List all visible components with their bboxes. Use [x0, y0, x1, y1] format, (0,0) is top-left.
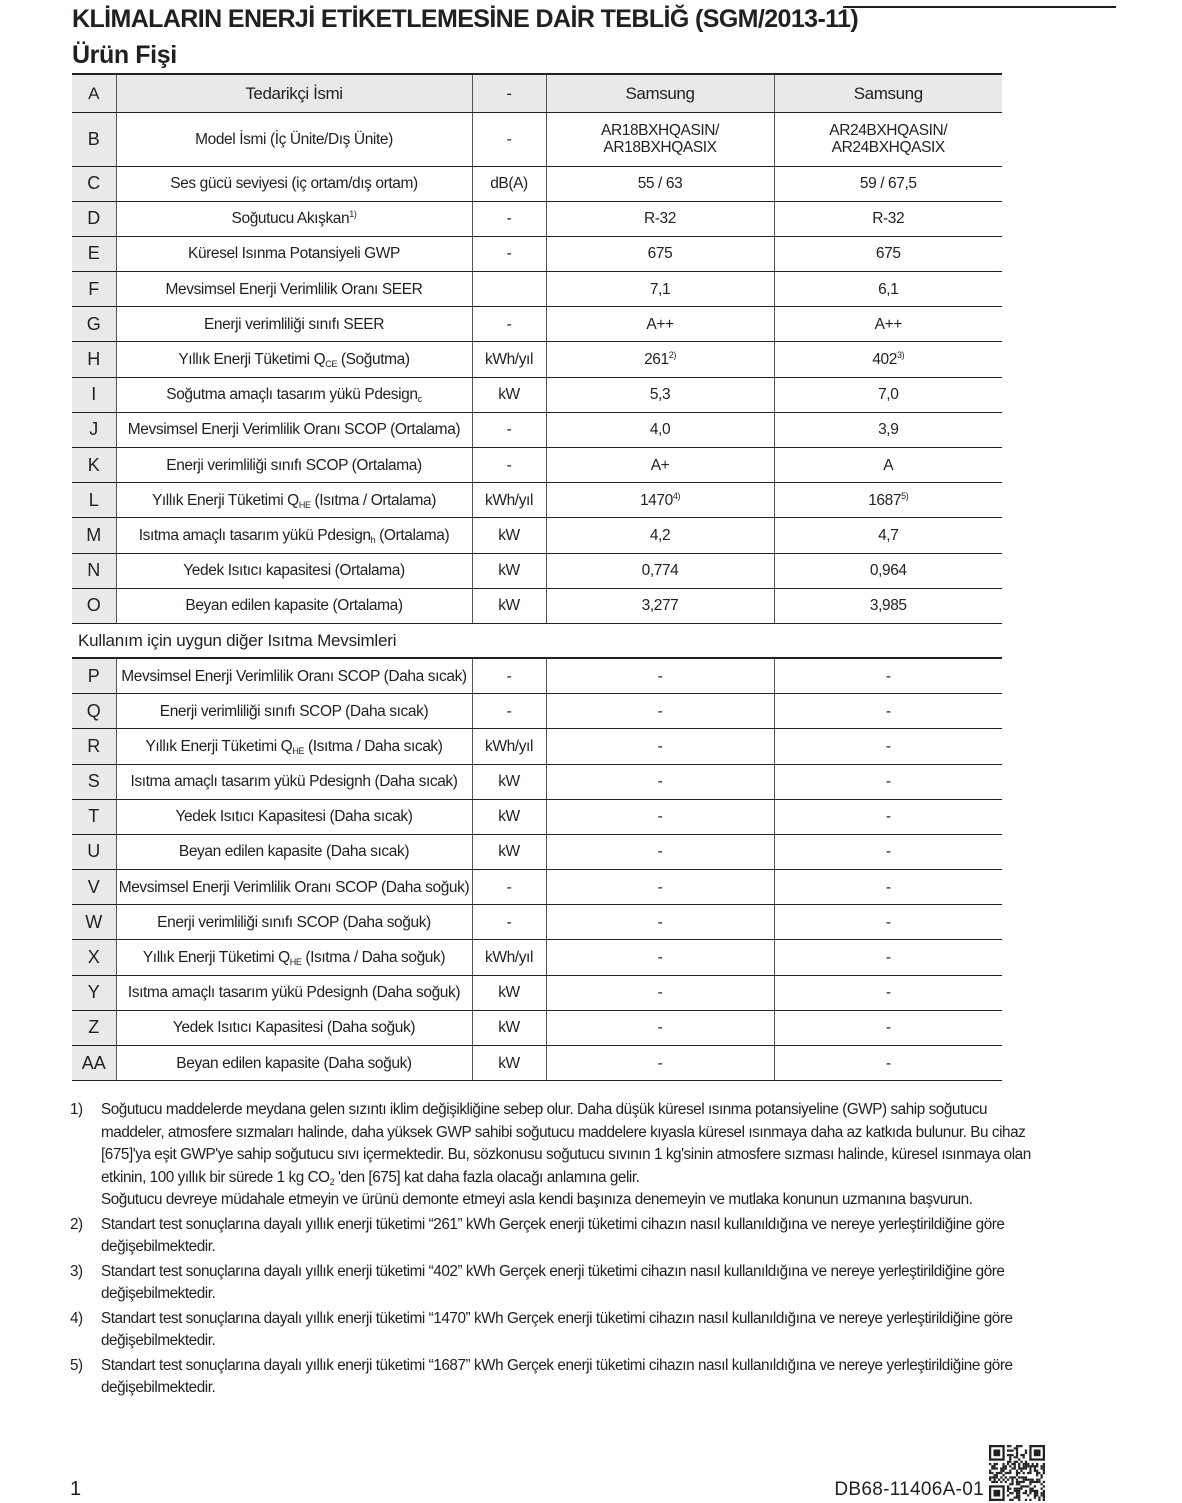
table-row [72, 729, 1002, 764]
label-text: Ses gücü seviyesi (iç ortam/dış ortam) [170, 175, 418, 193]
table-row [72, 905, 1002, 940]
value-text: - [657, 1054, 663, 1072]
footnote-text [101, 1099, 1050, 1212]
table-row [72, 377, 1002, 412]
row-code: E [72, 236, 116, 271]
table-row [72, 975, 1002, 1010]
row-code: F [72, 272, 116, 307]
page-title: KLİMALARIN ENERJİ ETİKETLEMESİNE DAİR TEBLİĞ (SGM/2013-11) [72, 5, 859, 33]
footnote-text-part: Soğutucu maddelerde meydana gelen sızıntı iklim değişikliğine sebep olur. Daha düşük küresel ısınma potansiyeline (GWP) sahip soğutucu maddeler, atmosfere sızmaları halinde, daha yüksek GWP sahibi soğutucu maddelere kıyasla küresel ısınmaya daha az katkıda bulunur. Bu cihaz [675]'ya eşit GWP'ye sahip soğutucu sıvı içermektedir. Bu, sözkonusu soğutucu sıvının 1 kg'sinin atmosfere sızması halinde, küresel ısınmaya olan etkinin, 100 yıllık bir sürede 1 kg CO [101, 1101, 1031, 1186]
value-text: A+ [650, 456, 670, 474]
table-row [72, 799, 1002, 834]
value-text: - [657, 949, 663, 967]
label-text: (Soğutma) [336, 351, 410, 369]
row-value-model-2 [774, 694, 1002, 729]
row-value-model-1 [546, 729, 774, 764]
row-value-model-1 [546, 412, 774, 447]
row-code: Q [72, 694, 116, 729]
row-unit: - [472, 74, 546, 112]
label-text: Enerji verimliliği sınıfı SCOP (Ortalama) [166, 456, 422, 474]
row-label [116, 1010, 472, 1045]
table-row [72, 658, 1002, 693]
table-row [72, 112, 1002, 166]
label-text: Mevsimsel Enerji Verimlilik Oranı SCOP (Ortalama) [127, 421, 461, 439]
row-unit: - [472, 905, 546, 940]
value-text: 4,2 [649, 526, 671, 544]
row-label [116, 518, 472, 553]
footnote-text: Standart test sonuçlarına dayalı yıllık enerji tüketimi “261” kWh Gerçek enerji tüketimi cihazın nasıl kullanıldığına ve nereye yerleştirildiğine göre değişebilmektedir. [101, 1215, 1005, 1255]
section-heading-row [72, 623, 1002, 658]
row-label [116, 483, 472, 518]
value-text: 5,3 [649, 386, 671, 404]
value-text: - [885, 737, 891, 755]
row-value-model-1 [546, 975, 774, 1010]
row-value-model-2 [774, 166, 1002, 201]
table-row [72, 448, 1002, 483]
value-text: 1470 [639, 491, 673, 509]
footnote-subscript: 2 [329, 1176, 335, 1187]
qr-code-icon [989, 1445, 1045, 1501]
row-label [116, 272, 472, 307]
row-label [116, 74, 472, 112]
label-text: Yıllık Enerji Tüketimi Q [142, 949, 290, 967]
row-code: T [72, 799, 116, 834]
label-text: Yedek Isıtıcı kapasitesi (Ortalama) [183, 562, 405, 580]
row-code: I [72, 377, 116, 412]
row-value-model-2 [774, 588, 1002, 623]
row-label [116, 940, 472, 975]
label-text: Yıllık Enerji Tüketimi Q [145, 737, 293, 755]
row-value-model-1 [546, 483, 774, 518]
table-row [72, 272, 1002, 307]
row-value-model-2 [774, 799, 1002, 834]
row-value-model-1 [546, 1046, 774, 1081]
label-text: Yedek Isıtıcı Kapasitesi (Daha sıcak) [175, 808, 413, 826]
row-unit: - [472, 658, 546, 693]
value-text: - [657, 984, 663, 1002]
value-text: 3,9 [878, 421, 899, 439]
row-unit: dB(A) [472, 166, 546, 201]
row-code: N [72, 553, 116, 588]
row-label [116, 729, 472, 764]
row-value-model-2 [774, 729, 1002, 764]
row-code: W [72, 905, 116, 940]
table-row [72, 870, 1002, 905]
row-code: G [72, 307, 116, 342]
row-value-model-1 [546, 799, 774, 834]
label-text: (Ortalama) [375, 526, 450, 544]
label-subscript: HE [289, 957, 302, 968]
value-text: - [657, 808, 663, 826]
row-unit: kW [472, 1010, 546, 1045]
row-unit [472, 272, 546, 307]
label-text: Soğutma amaçlı tasarım yükü Pdesign [166, 386, 418, 404]
value-text: Samsung [625, 83, 695, 103]
row-unit: kWh/yıl [472, 729, 546, 764]
row-value-model-1 [546, 307, 774, 342]
value-text: 402 [872, 351, 897, 369]
row-unit: - [472, 236, 546, 271]
label-subscript: HE [298, 499, 311, 510]
row-label [116, 236, 472, 271]
footnote-number: 3) [70, 1262, 83, 1280]
row-label [116, 834, 472, 869]
value-text: 4,0 [649, 421, 671, 439]
row-code: AA [72, 1046, 116, 1081]
value-text: - [885, 913, 891, 931]
row-label [116, 658, 472, 693]
row-unit: - [472, 201, 546, 236]
row-value-model-2 [774, 905, 1002, 940]
row-code: J [72, 412, 116, 447]
row-value-model-1 [546, 272, 774, 307]
row-label [116, 377, 472, 412]
row-code: S [72, 764, 116, 799]
footnote-3 [70, 1261, 1050, 1306]
page-subtitle: Ürün Fişi [72, 41, 177, 69]
row-label [116, 412, 472, 447]
label-text: Enerji verimliliği sınıfı SCOP (Daha sıcak) [159, 702, 429, 720]
value-text: 59 / 67,5 [859, 175, 917, 193]
table-row [72, 236, 1002, 271]
row-value-model-2 [774, 483, 1002, 518]
row-label [116, 905, 472, 940]
table-row [72, 1010, 1002, 1045]
label-text: (Isıtma / Daha sıcak) [304, 737, 443, 755]
footnote-number: 1) [70, 1101, 83, 1118]
title-rule [843, 6, 1116, 8]
row-code: R [72, 729, 116, 764]
row-unit: kW [472, 1046, 546, 1081]
value-text: 3,277 [641, 597, 679, 615]
value-text: 0,774 [641, 562, 679, 580]
value-line: AR24BXHQASIN/ [829, 122, 948, 139]
footnote-number: 4) [70, 1309, 83, 1327]
table-row [72, 307, 1002, 342]
footnote-4 [70, 1308, 1050, 1353]
page-number: 1 [70, 1478, 82, 1500]
value-text: - [885, 702, 891, 720]
value-footnote-ref: 3) [896, 350, 905, 361]
value-text: - [657, 1019, 663, 1037]
row-label [116, 448, 472, 483]
row-value-model-2 [774, 307, 1002, 342]
row-unit: - [472, 448, 546, 483]
value-text: - [885, 984, 891, 1002]
row-unit: - [472, 694, 546, 729]
row-unit: - [472, 112, 546, 166]
value-text: - [657, 667, 663, 685]
row-value-model-1 [546, 342, 774, 377]
label-text: Yıllık Enerji Tüketimi Q [151, 491, 299, 509]
row-code: A [72, 74, 116, 112]
table-row [72, 518, 1002, 553]
value-text: 7,0 [878, 386, 899, 404]
row-value-model-2 [774, 112, 1002, 166]
value-text: - [885, 1019, 891, 1037]
label-text: Küresel Isınma Potansiyeli GWP [188, 245, 400, 263]
label-text: Beyan edilen kapasite (Daha sıcak) [178, 843, 410, 861]
row-value-model-2 [774, 553, 1002, 588]
row-code: P [72, 658, 116, 693]
row-value-model-1 [546, 870, 774, 905]
label-subscript: HE [292, 745, 305, 756]
table-row [72, 166, 1002, 201]
row-unit: kW [472, 799, 546, 834]
row-unit: - [472, 870, 546, 905]
row-label [116, 201, 472, 236]
row-value-model-2 [774, 834, 1002, 869]
row-value-model-2 [774, 236, 1002, 271]
value-text: R-32 [644, 210, 676, 228]
row-value-model-2 [774, 1046, 1002, 1081]
label-subscript: c [417, 394, 422, 405]
row-value-model-1 [546, 166, 774, 201]
footnote-warning: Soğutucu devreye müdahale etmeyin ve ürünü demonte etmeyi asla kendi başınıza denemeyin ve mutlaka konunun uzmanına başvurun. [101, 1191, 973, 1208]
row-unit: kW [472, 377, 546, 412]
row-value-model-1 [546, 201, 774, 236]
label-footnote-ref: 1) [349, 209, 357, 220]
value-text: - [657, 737, 663, 755]
label-text: Mevsimsel Enerji Verimlilik Oranı SCOP (Daha soğuk) [118, 878, 470, 896]
label-text: Model İsmi (İç Ünite/Dış Ünite) [195, 130, 393, 148]
row-value-model-1 [546, 74, 774, 112]
table-row [72, 1046, 1002, 1081]
footnote-text: Standart test sonuçlarına dayalı yıllık enerji tüketimi “1470” kWh Gerçek enerji tüketimi cihazın nasıl kullanıldığına ve nereye yerleştirildiğine göre değişebilmektedir. [101, 1309, 1013, 1349]
row-label [116, 799, 472, 834]
row-code: M [72, 518, 116, 553]
label-text: Tedarikçi İsmi [245, 83, 343, 103]
table-row [72, 940, 1002, 975]
row-value-model-2 [774, 658, 1002, 693]
row-label [116, 588, 472, 623]
row-value-model-1 [546, 905, 774, 940]
value-text: - [885, 878, 891, 896]
row-code: H [72, 342, 116, 377]
row-code: Y [72, 975, 116, 1010]
label-text: Yıllık Enerji Tüketimi Q [178, 351, 326, 369]
value-text: - [885, 949, 891, 967]
value-text: - [657, 913, 663, 931]
row-value-model-2 [774, 448, 1002, 483]
label-text: Beyan edilen kapasite (Daha soğuk) [176, 1054, 412, 1072]
table-row [72, 74, 1002, 112]
label-text: Soğutucu Akışkan [231, 210, 350, 228]
value-footnote-ref: 5) [901, 490, 909, 501]
row-value-model-2 [774, 74, 1002, 112]
footnote-text: Standart test sonuçlarına dayalı yıllık enerji tüketimi “1687” kWh Gerçek enerji tüketimi cihazın nasıl kullanıldığına ve nereye yerleştirildiğine göre değişebilmektedir. [101, 1356, 1013, 1396]
value-text: 675 [875, 245, 901, 263]
row-value-model-1 [546, 448, 774, 483]
label-subscript: h [370, 534, 376, 545]
value-text: 4,7 [878, 526, 899, 544]
label-text: Isıtma amaçlı tasarım yükü Pdesignh (Daha soğuk) [127, 984, 461, 1002]
value-text: 55 / 63 [637, 175, 683, 193]
value-line: AR24BXHQASIX [831, 139, 945, 156]
label-text: Beyan edilen kapasite (Ortalama) [185, 597, 403, 615]
row-unit: kW [472, 834, 546, 869]
row-value-model-1 [546, 518, 774, 553]
row-value-model-2 [774, 1010, 1002, 1045]
value-text: 675 [647, 245, 673, 263]
row-label [116, 870, 472, 905]
value-footnote-ref: 4) [672, 490, 681, 501]
label-text: Enerji verimliliği sınıfı SEER [203, 315, 385, 333]
row-code: U [72, 834, 116, 869]
table-row [72, 764, 1002, 799]
row-value-model-1 [546, 236, 774, 271]
row-code: X [72, 940, 116, 975]
label-text: (Isıtma / Ortalama) [310, 491, 437, 509]
value-text: - [885, 667, 891, 685]
row-unit: kW [472, 764, 546, 799]
row-value-model-2 [774, 518, 1002, 553]
value-line: AR18BXHQASIX [603, 139, 717, 156]
row-value-model-2 [774, 342, 1002, 377]
row-label [116, 112, 472, 166]
row-unit: kW [472, 553, 546, 588]
row-label [116, 975, 472, 1010]
row-unit: kW [472, 588, 546, 623]
row-value-model-1 [546, 112, 774, 166]
row-unit: kW [472, 518, 546, 553]
value-text: 6,1 [878, 280, 899, 298]
row-value-model-1 [546, 553, 774, 588]
product-spec-table [72, 73, 1002, 1081]
row-value-model-1 [546, 377, 774, 412]
row-unit: - [472, 307, 546, 342]
section-heading: Kullanım için uygun diğer Isıtma Mevsimleri [72, 623, 1002, 658]
row-code: O [72, 588, 116, 623]
value-text: - [657, 843, 663, 861]
row-label [116, 1046, 472, 1081]
label-text: Enerji verimliliği sınıfı SCOP (Daha soğuk) [157, 913, 431, 931]
value-text: - [657, 702, 663, 720]
row-value-model-2 [774, 377, 1002, 412]
row-code: K [72, 448, 116, 483]
row-value-model-2 [774, 870, 1002, 905]
row-label [116, 764, 472, 799]
row-code: V [72, 870, 116, 905]
row-unit: kWh/yıl [472, 342, 546, 377]
row-value-model-1 [546, 694, 774, 729]
value-text: 7,1 [649, 280, 671, 298]
row-unit: kWh/yıl [472, 483, 546, 518]
row-value-model-2 [774, 412, 1002, 447]
row-value-model-2 [774, 975, 1002, 1010]
label-subscript: CE [325, 359, 337, 370]
footnote-text-part: 'den [675] kat daha fazla olacağı anlamına gelir. [334, 1168, 640, 1186]
label-text: Isıtma amaçlı tasarım yükü Pdesign [138, 526, 371, 544]
footnote-number: 5) [70, 1356, 83, 1374]
table-row [72, 201, 1002, 236]
footnotes [70, 1099, 1050, 1402]
value-text: 0,964 [869, 562, 907, 580]
table-row [72, 483, 1002, 518]
label-text: Isıtma amaçlı tasarım yükü Pdesignh (Daha sıcak) [130, 773, 458, 791]
row-value-model-2 [774, 940, 1002, 975]
row-code: Z [72, 1010, 116, 1045]
value-text: - [885, 1054, 891, 1072]
label-text: Mevsimsel Enerji Verimlilik Oranı SEER [165, 280, 423, 298]
value-text: - [885, 843, 891, 861]
footnote-2 [70, 1214, 1050, 1259]
document-code: DB68-11406A-01 [834, 1479, 984, 1500]
row-value-model-1 [546, 764, 774, 799]
value-text: - [657, 773, 663, 791]
footnote-1 [70, 1099, 1050, 1212]
row-code: D [72, 201, 116, 236]
label-text: (Isıtma / Daha soğuk) [301, 949, 446, 967]
value-text: - [657, 878, 663, 896]
row-value-model-1 [546, 834, 774, 869]
value-text: - [885, 773, 891, 791]
row-label [116, 553, 472, 588]
row-code: L [72, 483, 116, 518]
value-text: 1687 [868, 491, 902, 509]
value-text: R-32 [872, 210, 905, 228]
table-row [72, 412, 1002, 447]
value-text: A [883, 456, 894, 474]
value-line: AR18BXHQASIN/ [601, 122, 719, 139]
row-label [116, 694, 472, 729]
value-text: A++ [646, 315, 674, 333]
value-text: Samsung [853, 83, 923, 103]
footnote-number: 2) [70, 1215, 83, 1233]
table-row [72, 553, 1002, 588]
value-text: 261 [644, 351, 669, 369]
row-label [116, 166, 472, 201]
row-unit: kW [472, 975, 546, 1010]
value-text: - [885, 808, 891, 826]
value-text: A++ [874, 315, 902, 333]
footnote-text: Standart test sonuçlarına dayalı yıllık enerji tüketimi “402” kWh Gerçek enerji tüketimi cihazın nasıl kullanıldığına ve nereye yerleştirildiğine göre değişebilmektedir. [101, 1262, 1005, 1302]
label-text: Yedek Isıtıcı Kapasitesi (Daha soğuk) [172, 1019, 416, 1037]
row-value-model-1 [546, 588, 774, 623]
value-footnote-ref: 2) [668, 350, 676, 361]
row-value-model-1 [546, 940, 774, 975]
row-value-model-1 [546, 658, 774, 693]
table-row [72, 342, 1002, 377]
row-unit: - [472, 412, 546, 447]
row-code: C [72, 166, 116, 201]
footnote-5 [70, 1355, 1050, 1400]
row-label [116, 342, 472, 377]
label-text: Mevsimsel Enerji Verimlilik Oranı SCOP (Daha sıcak) [121, 667, 467, 685]
table-row [72, 834, 1002, 869]
row-value-model-2 [774, 201, 1002, 236]
row-value-model-1 [546, 1010, 774, 1045]
row-value-model-2 [774, 272, 1002, 307]
row-label [116, 307, 472, 342]
table-row [72, 588, 1002, 623]
row-code: B [72, 112, 116, 166]
table-row [72, 694, 1002, 729]
value-text: 3,985 [869, 597, 907, 615]
row-value-model-2 [774, 764, 1002, 799]
row-unit: kWh/yıl [472, 940, 546, 975]
